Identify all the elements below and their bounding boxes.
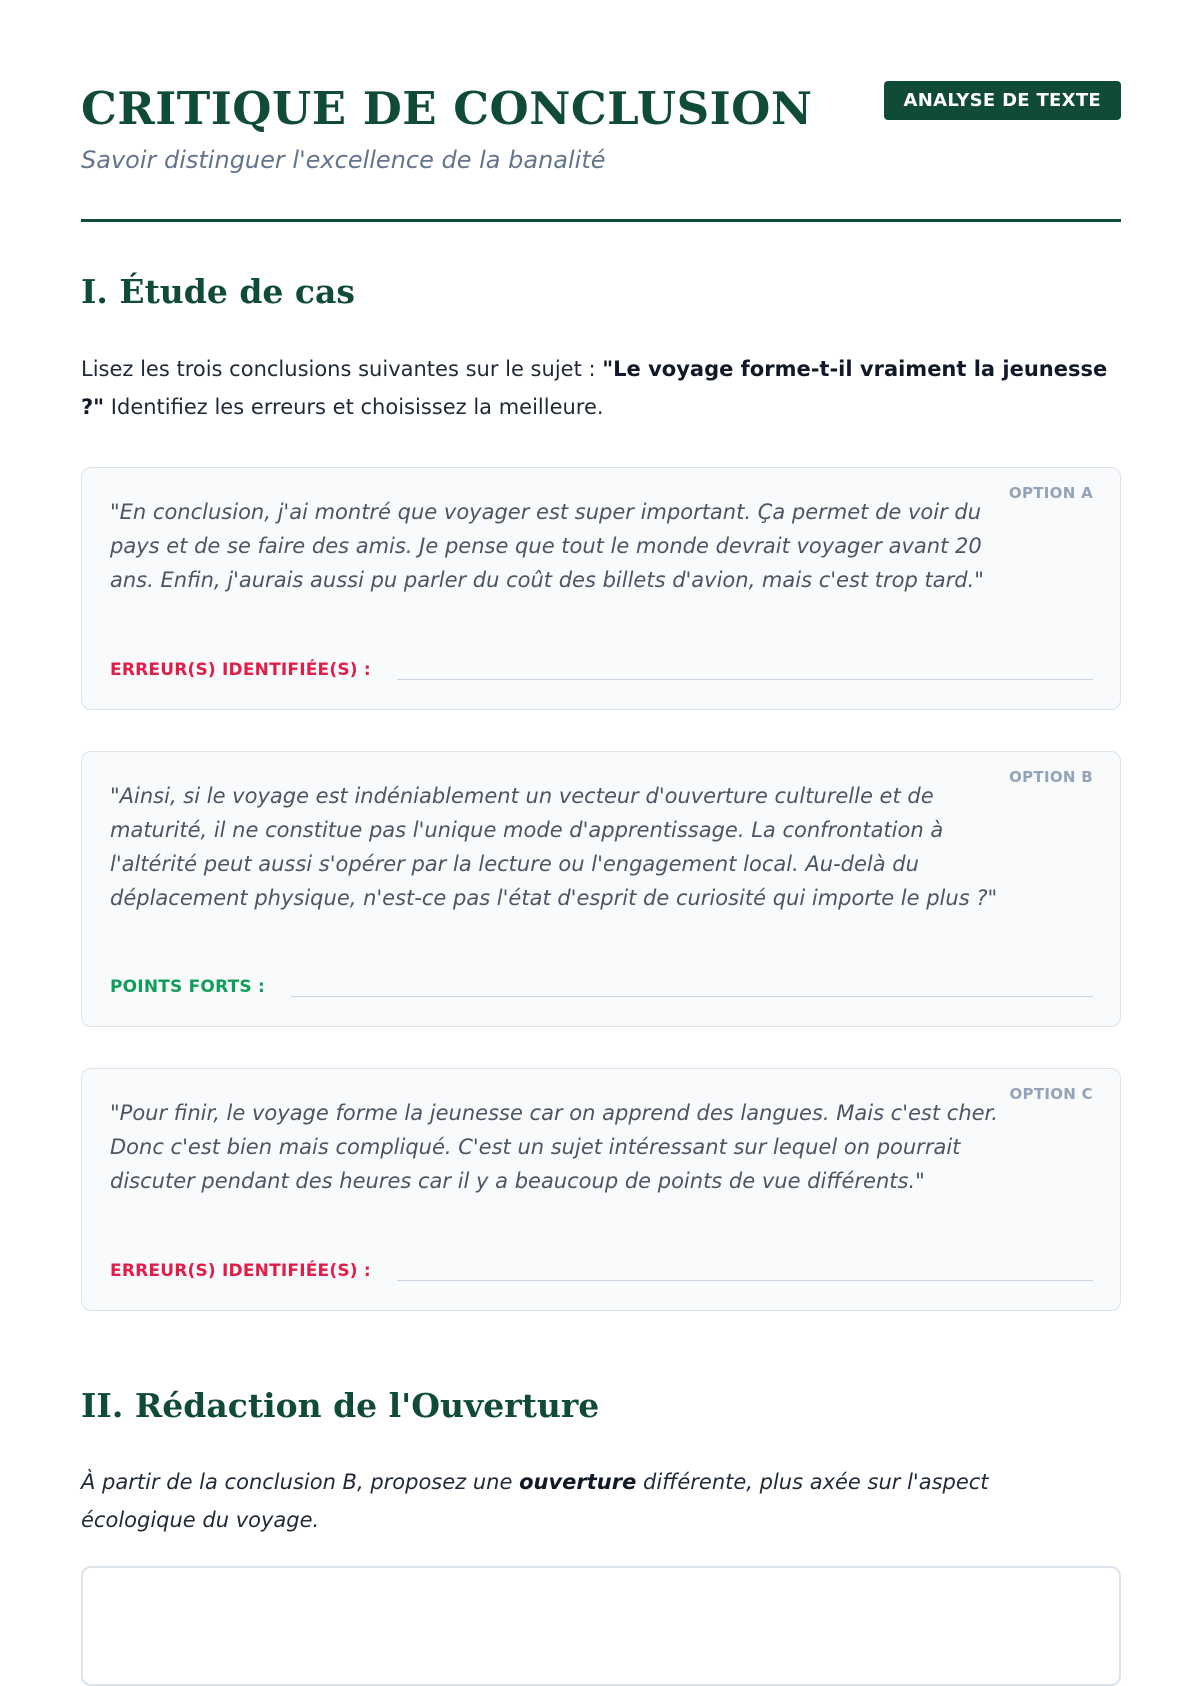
errors-label: ERREUR(S) IDENTIFIÉE(S) : [110,1261,371,1281]
conclusion-card-option-a [81,467,1121,710]
errors-label: ERREUR(S) IDENTIFIÉE(S) : [110,660,371,680]
option-tag: OPTION C [1009,1085,1093,1103]
answer-row [110,974,1093,997]
page-title: CRITIQUE DE CONCLUSION [81,82,813,135]
errors-input[interactable] [397,657,1093,680]
page-subtitle: Savoir distinguer l'excellence de la banalité [81,146,606,174]
section-title-redaction-ouverture: II. Rédaction de l'Ouverture [81,1386,600,1425]
conclusion-quote: "En conclusion, j'ai montré que voyager est super important. Ça permet de voir du pays et de se faire des amis. Je pense que tout le monde devrait voyager avant 20 ans. Enfin, j'aurais aussi pu parler du coût des billets d'avion, mais c'est trop tard." [110,500,984,592]
instruction-text-start: À partir de la conclusion B, proposez une [81,1470,520,1494]
answer-row [110,1258,1093,1281]
strengths-input[interactable] [291,974,1093,997]
page-header [81,0,1121,222]
intro-subject: "Le voyage forme-t-il vraiment la jeunesse ?" [81,357,1108,419]
conclusion-quote: "Pour finir, le voyage forme la jeunesse car on apprend des langues. Mais c'est cher. Donc c'est bien mais compliqué. C'est un sujet intéressant sur lequel on pourrait discuter pendant des heures car il y a beaucoup de points de vue différents." [110,1101,998,1193]
section-title-etude-de-cas: I. Étude de cas [81,272,355,311]
ouverture-writing-area[interactable] [81,1566,1121,1686]
option-tag: OPTION A [1008,484,1093,502]
instruction-keyword: ouverture [519,1470,637,1494]
conclusion-card-option-b [81,751,1121,1027]
intro-text-end: Identifiez les erreurs et choisissez la meilleure. [104,395,604,419]
instruction-text-end: différente, plus axée sur l'aspect écologique du voyage. [81,1470,989,1532]
option-tag: OPTION B [1009,768,1093,786]
section-instruction [81,1463,1081,1539]
conclusion-card-option-c [81,1068,1121,1311]
conclusion-quote: "Ainsi, si le voyage est indéniablement un vecteur d'ouverture culturelle et de maturité, il ne constitue pas l'unique mode d'apprentissage. La confrontation à l'altérité peut aussi s'opérer par la lecture ou l'engagement local. Au-delà du déplacement physique, n'est-ce pas l'état d'esprit de curiosité qui importe le plus ?" [110,784,998,910]
intro-text-start: Lisez les trois conclusions suivantes sur le sujet : [81,357,603,381]
category-badge: ANALYSE DE TEXTE [884,81,1121,120]
worksheet-page [81,0,1121,1532]
errors-input[interactable] [397,1258,1093,1281]
answer-row [110,657,1093,680]
strengths-label: POINTS FORTS : [110,977,265,997]
section-intro [81,350,1121,426]
